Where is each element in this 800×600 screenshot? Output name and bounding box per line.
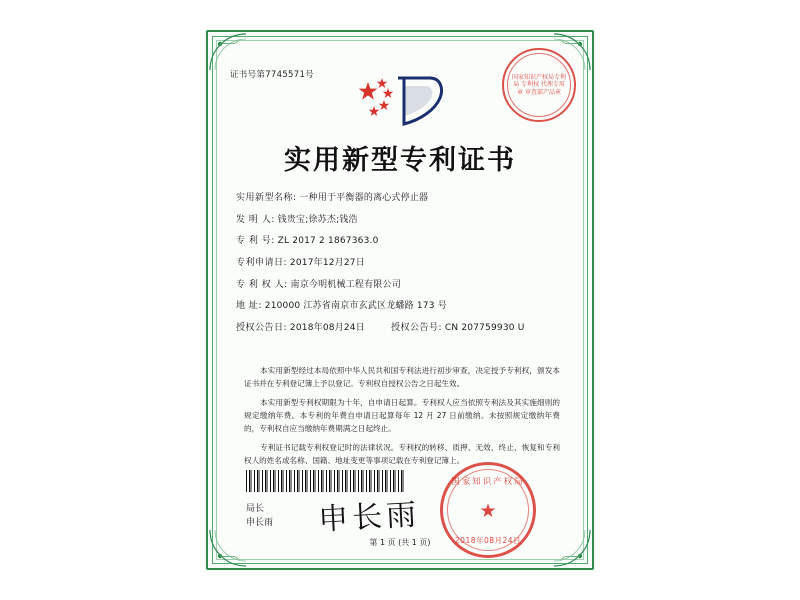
field-label: 实用新型名称:	[236, 193, 297, 203]
legal-body-text	[244, 364, 560, 473]
field-value: 南京今明机械工程有限公司	[290, 279, 401, 290]
grant-date-group	[236, 322, 365, 334]
field-row-application-date	[236, 257, 564, 269]
barcode	[246, 470, 406, 492]
director-name-label: 申长雨	[246, 518, 274, 529]
patent-office-logo-icon	[354, 74, 446, 128]
patent-fields	[236, 192, 564, 343]
field-label: 地 址:	[236, 301, 262, 312]
field-label: 专 利 权 人:	[236, 279, 288, 290]
star-icon: ★	[479, 501, 497, 522]
legal-paragraph: 本实用新型专利权期限为十年，自申请日起算。专利权人应当依照专利法及其实施细则的规定缴纳年费。本专利的年费自申请日起算每年 12 月 27 日前缴纳。未按照规定缴纳年费的，专利权自应当缴纳年费期满之日起终止。	[244, 398, 560, 434]
legal-paragraph: 本实用新型经过本局依照中华人民共和国专利法进行初步审查，决定授予专利权，颁发本证书并在专利登记簿上予以登记。专利权自授权公告之日起生效。	[244, 366, 560, 389]
field-value: 210000 江苏省南京市玄武区龙蟠路 173 号	[264, 301, 447, 312]
certificate-number: 证书号第7745571号	[230, 70, 314, 80]
grant-number-group	[391, 322, 525, 334]
page-title: 实用新型专利证书	[284, 145, 516, 176]
grant-number-label: 授权公告号:	[390, 322, 442, 333]
field-row-inventor	[236, 214, 564, 226]
field-row-grant	[236, 322, 564, 334]
seal-arc-text: 国家知识产权局	[451, 477, 525, 487]
grant-date-label: 授权公告日:	[236, 322, 288, 333]
field-value: 2017年12月27日	[289, 257, 365, 268]
field-value: 钱贵宝;徐苏杰;钱浩	[277, 214, 358, 225]
director-role-label: 局长	[246, 504, 265, 514]
field-label: 专利申请日:	[236, 257, 288, 268]
field-label: 发 明 人:	[236, 214, 275, 225]
grant-number-value: CN 207759930 U	[444, 322, 525, 333]
top-seal-text: 国家知识产权局专利局 专利权 代理专用章 审查部产品章	[512, 73, 567, 96]
field-label: 专 利 号:	[236, 236, 275, 247]
page-footer: 第 1 页 (共 1 页)	[369, 538, 431, 547]
field-row-patentee	[236, 279, 564, 291]
field-row-name	[236, 192, 564, 204]
field-row-address	[236, 300, 564, 312]
top-right-seal	[502, 48, 576, 122]
legal-paragraph: 专利证书记载专利权登记时的法律状况。专利权的转移、质押、无效、终止、恢复和专利权人的姓名或名称、国籍、地址变更等事项记载在专利登记簿上。	[244, 443, 560, 466]
certificate-content	[222, 46, 578, 554]
field-row-patent-number	[236, 235, 564, 247]
field-value: ZL 2017 2 1867363.0	[277, 236, 379, 247]
seal-date-text: 2018年08月24日	[454, 536, 522, 545]
grant-date-value: 2018年08月24日	[289, 322, 365, 333]
certificate-sheet	[200, 24, 600, 576]
handwritten-signature: 申长雨	[317, 497, 422, 538]
signature-block	[246, 502, 273, 531]
field-value: 一种用于平衡器的离心式停止器	[299, 193, 429, 203]
